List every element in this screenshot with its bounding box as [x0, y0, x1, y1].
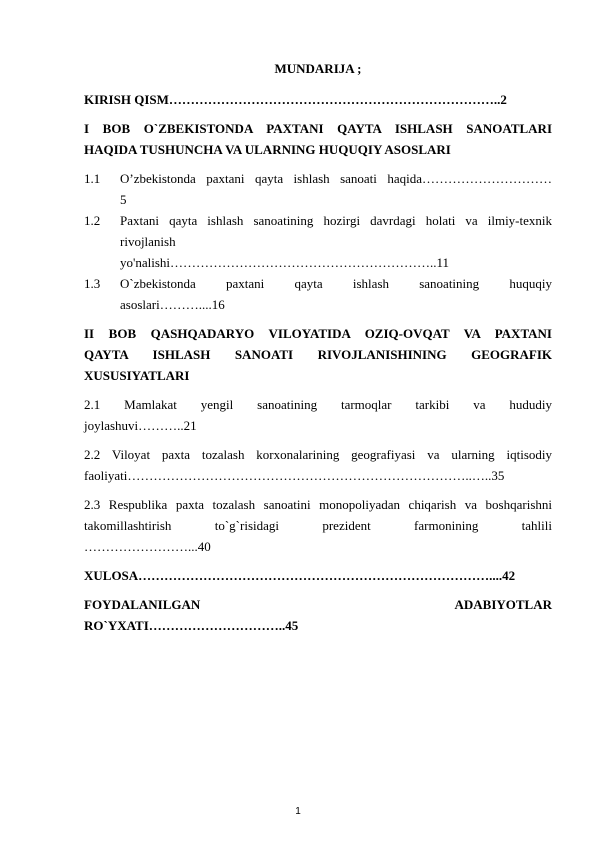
toc-entry-bob1-line1: I BOB O`ZBEKISTONDA PAXTANI QAYTA ISHLASH SANOATLARI — [84, 121, 552, 136]
toc-entry-kirish: KIRISH QISM…………………………………………………………………..2 — [84, 92, 507, 107]
toc-entry-1-2-line1: Paxtani qayta ishlash sanoatining hozirgi davrdagi holati va ilmiy-texnik — [120, 213, 552, 228]
toc-entry-2-3 — [84, 494, 552, 557]
toc-entry-2-3-line2: takomillashtirish to`g`risidagi prezident farmonining tahlili — [84, 518, 552, 533]
toc-entry-1-2-line2: rivojlanish — [120, 234, 176, 249]
toc-entry-number: 1.2 — [84, 213, 101, 228]
toc-entry-2-2 — [84, 444, 552, 486]
spacer — [84, 110, 552, 118]
toc-entry-bob2 — [84, 323, 552, 386]
spacer — [84, 386, 552, 394]
toc-entry-2-1-line2: joylashuvi………..21 — [84, 418, 197, 433]
toc-entry-number: 1.1 — [84, 171, 101, 186]
toc-entry-adabiyotlar-line1: FOYDALANILGAN ADABIYOTLAR — [84, 597, 552, 612]
spacer — [84, 557, 552, 565]
toc-entry-bob2-line2: QAYTA ISHLASH SANOATI RIVOJLANISHINING GEOGRAFIK — [84, 347, 552, 362]
toc-entry-bob1-line2: HAQIDA TUSHUNCHA VA ULARNING HUQUQIY ASOSLARI — [84, 142, 451, 157]
spacer — [84, 315, 552, 323]
toc-title: MUNDARIJA ; — [274, 61, 362, 76]
toc-entry-2-1-line1: 2.1 Mamlakat yengil sanoatining tarmoqlar tarkibi va hududiy — [84, 397, 552, 412]
spacer — [84, 486, 552, 494]
toc-entry-text — [120, 168, 552, 210]
toc-entry-2-2-line1: 2.2 Viloyat paxta tozalash korxonalarining geografiyasi va ularning iqtisodiy — [84, 447, 552, 462]
toc-entry-adabiyotlar-line2: RO`YXATI…………………………..45 — [84, 618, 299, 633]
toc-entry-1-1-line2: 5 — [120, 192, 127, 207]
toc-entry-1-3 — [84, 273, 552, 315]
toc-entry-text — [120, 273, 552, 315]
spacer — [84, 160, 552, 168]
toc-entry-1-2-line3: yo'nalishi……………………………………………………..11 — [120, 255, 450, 270]
toc-entry-1-2 — [84, 210, 552, 273]
toc-entry-2-1 — [84, 394, 552, 436]
toc-entry-number: 1.3 — [84, 276, 101, 291]
spacer — [84, 586, 552, 594]
toc-entry-2-2-line2: faoliyati……………………………………………………………………..…..35 — [84, 468, 505, 483]
toc-entry-1-1-line1: O’zbekistonda paxtani qayta ishlash sanoati haqida………………………… — [120, 171, 552, 186]
toc-entry-text — [120, 210, 552, 273]
toc-entry-2-3-line3: ……………………...40 — [84, 539, 211, 554]
toc-entry-2-3-line1: 2.3 Respublika paxta tozalash sanoatini monopoliyadan chiqarish va boshqarishni — [84, 497, 552, 512]
toc-entry-1-1 — [84, 168, 552, 210]
spacer — [84, 436, 552, 444]
toc-entry-bob2-line1: II BOB QASHQADARYO VILOYATIDA OZIQ-OVQAT VA PAXTANI — [84, 326, 552, 341]
toc-entry-adabiyotlar — [84, 594, 552, 636]
toc-entry-bob2-line3: XUSUSIYATLARI — [84, 368, 190, 383]
toc-entry-bob1 — [84, 118, 552, 160]
toc-entry-xulosa: XULOSA………………………………………………………………………....42 — [84, 568, 516, 583]
table-of-contents — [84, 58, 552, 636]
toc-entry-1-3-line1: O`zbekistonda paxtani qayta ishlash sanoatining huquqiy — [120, 276, 552, 291]
page-number: 1 — [295, 806, 301, 817]
toc-entry-1-3-line2: asoslari………....16 — [120, 297, 225, 312]
